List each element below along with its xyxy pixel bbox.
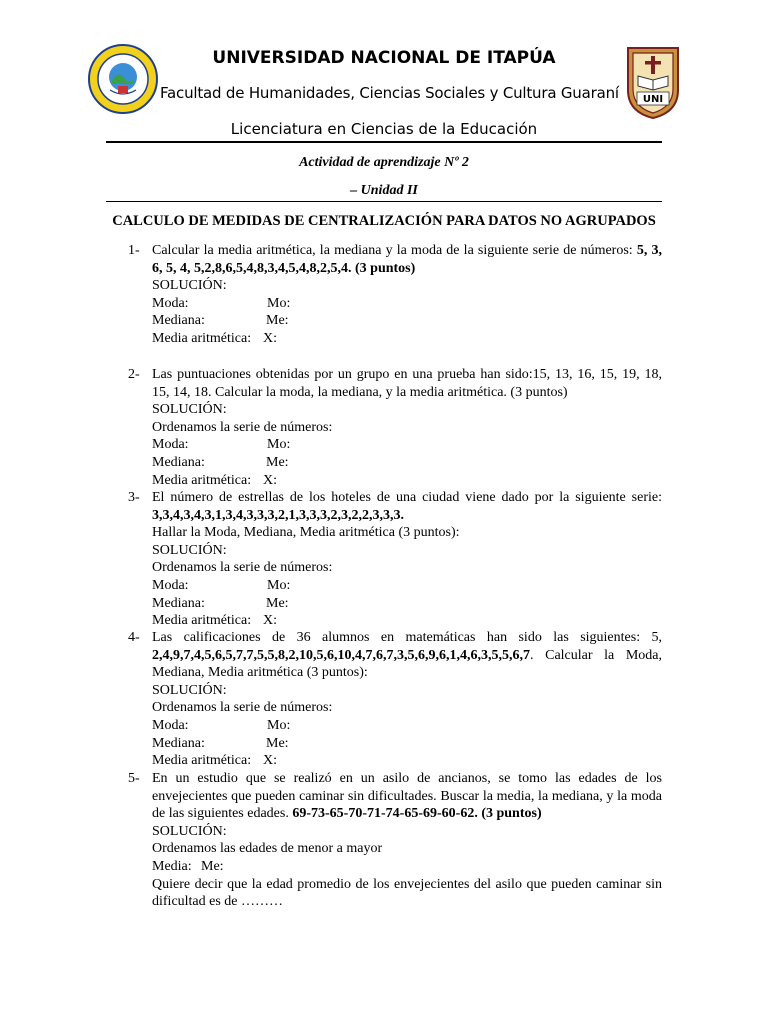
x-label: X: — [263, 753, 277, 769]
moda-row — [152, 295, 662, 313]
exercise-instruction: . Calcular la Moda, Mediana, Media aritmética (3 puntos): — [152, 647, 662, 681]
topic-title: CALCULO DE MEDIDAS DE CENTRALIZACIÓN PARA DATOS NO AGRUPADOS — [112, 213, 656, 229]
conclusion-text: Quiere decir que la edad promedio de los envejecientes del asilo que pueden caminar sin dificultad es de ……… — [152, 876, 662, 910]
mediana-row — [152, 312, 662, 330]
exercise-1 — [128, 242, 662, 348]
solution-label: SOLUCIÓN: — [152, 402, 227, 418]
order-label: Ordenamos las edades de menor a mayor — [152, 841, 383, 857]
moda-row — [152, 436, 662, 454]
me-label: Me: — [266, 313, 289, 329]
x-label: X: — [263, 330, 277, 346]
media-me-row — [152, 858, 662, 876]
moda-label: Moda: — [152, 577, 189, 593]
activity-divider — [106, 201, 662, 202]
media-label: Media aritmética: — [152, 472, 252, 488]
mediana-label: Mediana: — [152, 313, 205, 329]
order-label: Ordenamos la serie de números: — [152, 560, 333, 576]
exercise-statement: Las puntuaciones obtenidas por un grupo en una prueba han sido:15, 13, 16, 15, 19, 18, 15, 14, 18. Calcular la moda, la mediana, y la media aritmética. (3 puntos) — [152, 367, 662, 400]
mo-label: Mo: — [267, 717, 291, 733]
order-label: Ordenamos la serie de números: — [152, 700, 333, 716]
solution-label: SOLUCIÓN: — [152, 823, 227, 839]
solution-label: SOLUCIÓN: — [152, 278, 227, 294]
exercise-number: 3- — [128, 490, 140, 505]
exercise-statement — [152, 770, 662, 823]
exercise-text: Calcular la media aritmética, la mediana y la moda de la siguiente serie de números: — [152, 243, 637, 258]
x-label: X: — [263, 613, 277, 629]
mediana-label: Mediana: — [152, 595, 205, 611]
exercise-data: 3,3,4,3,4,3,1,3,4,3,3,3,2,1,3,3,3,2,3,2,2,3,3,3. — [152, 507, 404, 523]
moda-label: Moda: — [152, 295, 189, 311]
exercise-statement — [152, 489, 662, 524]
mediana-label: Mediana: — [152, 454, 205, 470]
activity-title: Actividad de aprendizaje Nº 2 — [299, 155, 469, 170]
career-name: Licenciatura en Ciencias de la Educación — [230, 120, 538, 138]
exercise-data: 69-73-65-70-71-74-65-69-60-62. (3 puntos) — [292, 806, 542, 822]
moda-label: Moda: — [152, 437, 189, 453]
me-label: Me: — [266, 454, 289, 470]
me-label: Me: — [266, 735, 289, 751]
media-label: Media aritmética: — [152, 613, 252, 629]
media-label: Media: — [152, 858, 192, 874]
exercise-statement — [152, 629, 662, 682]
media-label: Media aritmética: — [152, 753, 252, 769]
exercise-text: Las calificaciones de 36 alumnos en matemáticas han sido las siguientes: 5, — [152, 630, 662, 645]
unit-title: – Unidad II — [350, 183, 418, 198]
exercise-5 — [128, 770, 662, 911]
exercise-2 — [128, 366, 662, 489]
exercise-instruction: Hallar la Moda, Mediana, Media aritmética (3 puntos): — [152, 525, 460, 541]
exercise-number: 1- — [128, 243, 140, 258]
moda-row — [152, 717, 662, 735]
mo-label: Mo: — [267, 437, 291, 453]
mediana-row — [152, 735, 662, 753]
mo-label: Mo: — [267, 295, 291, 311]
x-label: X: — [263, 472, 277, 488]
faculty-name: Facultad de Humanidades, Ciencias Sociales y Cultura Guaraní — [160, 84, 619, 102]
university-name: UNIVERSIDAD NACIONAL DE ITAPÚA — [212, 48, 556, 68]
exercise-number: 2- — [128, 367, 140, 382]
exercise-number: 4- — [128, 630, 140, 645]
me-label: Me: — [266, 595, 289, 611]
exercise-4 — [128, 629, 662, 770]
solution-label: SOLUCIÓN: — [152, 682, 227, 698]
media-row — [152, 330, 662, 348]
exercise-text: En un estudio que se realizó en un asilo de ancianos, se tomo las edades de los envejecientes que pueden caminar sin dificultades. Buscar la media, la mediana, y la moda de las siguientes edades. — [152, 771, 662, 822]
header-divider — [106, 141, 662, 143]
exercise-text: El número de estrellas de los hoteles de una ciudad viene dado por la siguiente serie: — [152, 490, 662, 505]
mediana-label: Mediana: — [152, 735, 205, 751]
mediana-row — [152, 595, 662, 613]
uni-shield-text: UNI — [642, 94, 664, 105]
exercise-3 — [128, 489, 662, 630]
solution-label: SOLUCIÓN: — [152, 542, 227, 558]
mo-label: Mo: — [267, 577, 291, 593]
mediana-row — [152, 454, 662, 472]
media-row — [152, 472, 662, 490]
media-row — [152, 612, 662, 630]
exercise-number: 5- — [128, 771, 140, 786]
order-label: Ordenamos la serie de números: — [152, 419, 333, 435]
moda-label: Moda: — [152, 717, 189, 733]
exercise-data: 5, 3, 6, 5, 4, 5,2,8,6,5,4,8,3,4,5,4,8,2,5,4. (3 puntos) — [152, 243, 662, 276]
me-label: Me: — [201, 858, 224, 874]
exercise-data: 2,4,9,7,4,5,6,5,7,7,5,5,8,2,10,5,6,10,4,7,6,7,3,5,6,9,6,1,4,6,3,5,5,6,7 — [152, 647, 530, 663]
media-label: Media aritmética: — [152, 330, 252, 346]
moda-row — [152, 577, 662, 595]
media-row — [152, 752, 662, 770]
exercise-statement — [152, 242, 662, 277]
